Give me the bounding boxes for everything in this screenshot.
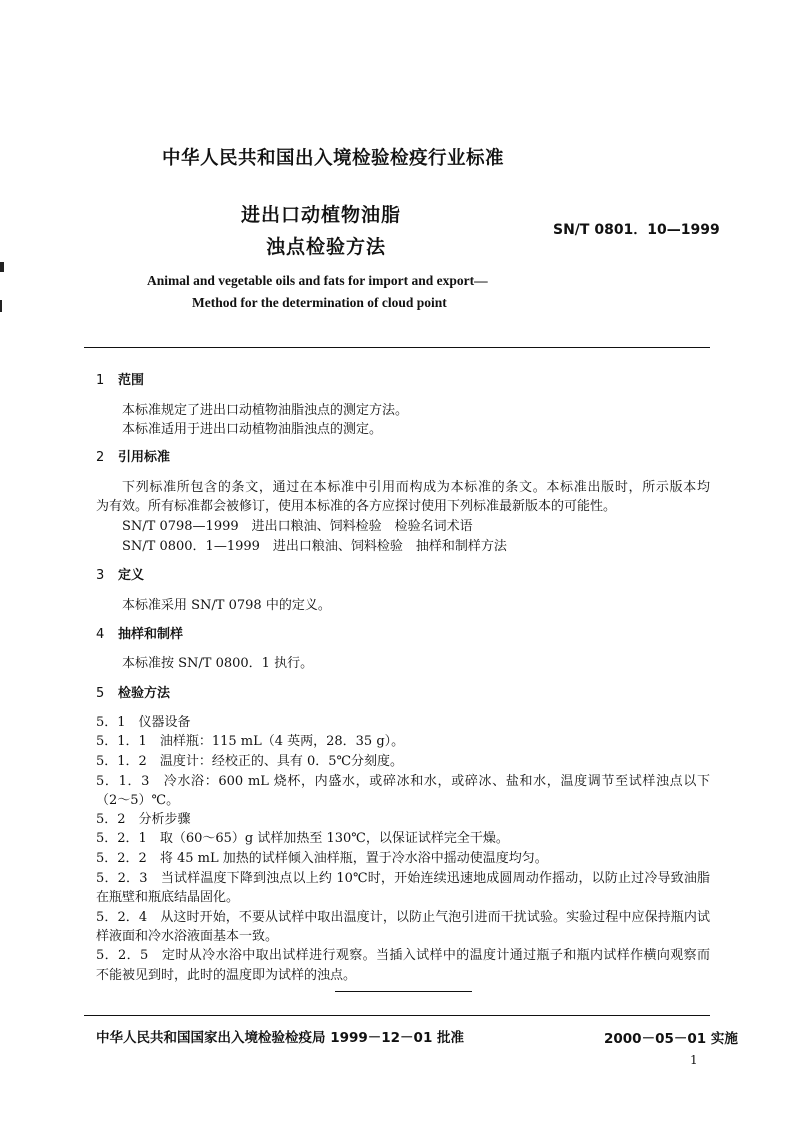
- section-title: 检验方法: [118, 686, 171, 701]
- section-number: 2: [96, 450, 105, 465]
- section-number: 5: [96, 686, 105, 701]
- scan-edge-mark: [0, 262, 4, 272]
- footer-divider: [84, 1015, 710, 1016]
- section-2-heading: [96, 446, 170, 465]
- clause-line: 5．1．1 油样瓶：115 mL（4 英两，28．35 g）。: [96, 734, 405, 749]
- english-title-line1: Animal and vegetable oils and fats for import and export—: [147, 273, 488, 288]
- section-1-heading: [96, 369, 144, 388]
- clause-line: 5．2．4 从这时开始，不要从试样中取出温度计，以防止气泡引进而干扰试验。实验过程中应保持瓶内试: [96, 910, 710, 925]
- section-number: 4: [96, 627, 105, 642]
- issuing-organization: 中华人民共和国出入境检验检疫行业标准: [162, 148, 505, 169]
- section-4-heading: [96, 623, 183, 642]
- clause-line: 5．2．3 当试样温度下降到浊点以上约 10℃时，开始连续迅速地成圆周动作摇动，以防止过冷导致油脂: [96, 871, 710, 886]
- section-number: 1: [96, 373, 105, 388]
- clause-line: 在瓶壁和瓶底结晶固化。: [96, 890, 240, 905]
- clause-line: 5．2 分析步骤: [96, 812, 191, 827]
- normative-reference: SN/T 0800．1—1999 进出口粮油、饲料检验 抽样和制样方法: [122, 539, 507, 554]
- clause-line: 5．2．1 取（60～65）g 试样加热至 130℃，以保证试样完全干燥。: [96, 831, 509, 846]
- section-3-heading: [96, 564, 144, 583]
- section-5-heading: [96, 682, 170, 701]
- section-title: 抽样和制样: [118, 627, 184, 642]
- normative-reference: SN/T 0798—1999 进出口粮油、饲料检验 检验名词术语: [122, 519, 473, 534]
- clause-line: （2～5）℃。: [96, 793, 180, 808]
- document-title-line2: 浊点检验方法: [266, 236, 387, 258]
- paragraph-line: 本标准适用于进出口动植物油脂浊点的测定。: [122, 422, 383, 437]
- clause-line: 样液面和冷水浴液面基本一致。: [96, 929, 279, 944]
- section-title: 范围: [118, 373, 145, 388]
- header-divider: [84, 347, 710, 348]
- section-title: 定义: [118, 568, 145, 583]
- clause-line: 5．1 仪器设备: [96, 715, 191, 730]
- document-title-line1: 进出口动植物油脂: [241, 204, 402, 226]
- paragraph-line: 本标准按 SN/T 0800．1 执行。: [122, 656, 314, 671]
- standard-code: SN/T 0801．10—1999: [553, 222, 720, 238]
- clause-line: 5．1．2 温度计：经校正的、具有 0．5℃分刻度。: [96, 754, 404, 769]
- paragraph-line: 为有效。所有标准都会被修订，使用本标准的各方应探讨使用下列标准最新版本的可能性。: [96, 499, 617, 514]
- paragraph-line: 本标准规定了进出口动植物油脂浊点的测定方法。: [122, 403, 409, 418]
- english-title-line2: Method for the determination of cloud point: [192, 295, 447, 310]
- scan-edge-mark: [0, 300, 2, 312]
- paragraph-line: 本标准采用 SN/T 0798 中的定义。: [122, 598, 331, 613]
- paragraph-line: 下列标准所包含的条文，通过在本标准中引用而构成为本标准的条文。本标准出版时，所示版本均: [122, 480, 710, 495]
- section-title: 引用标准: [118, 450, 171, 465]
- clause-line: 5．2．2 将 45 mL 加热的试样倾入油样瓶，置于冷水浴中摇动使温度均匀。: [96, 851, 548, 866]
- approval-line: 中华人民共和国国家出入境检验检疫局 1999－12－01 批准: [96, 1030, 465, 1046]
- page-number: 1: [690, 1053, 698, 1067]
- end-of-text-rule: [335, 991, 472, 992]
- clause-line: 5．2．5 定时从冷水浴中取出试样进行观察。当插入试样中的温度计通过瓶子和瓶内试样作横向观察而: [96, 948, 710, 963]
- section-number: 3: [96, 568, 105, 583]
- clause-line: 5．1．3 冷水浴：600 mL 烧杯，内盛水，或碎冰和水，或碎冰、盐和水，温度调节至试样浊点以下: [96, 774, 710, 789]
- implementation-date: 2000－05－01 实施: [604, 1031, 738, 1047]
- clause-line: 不能被见到时，此时的温度即为试样的浊点。: [96, 968, 357, 983]
